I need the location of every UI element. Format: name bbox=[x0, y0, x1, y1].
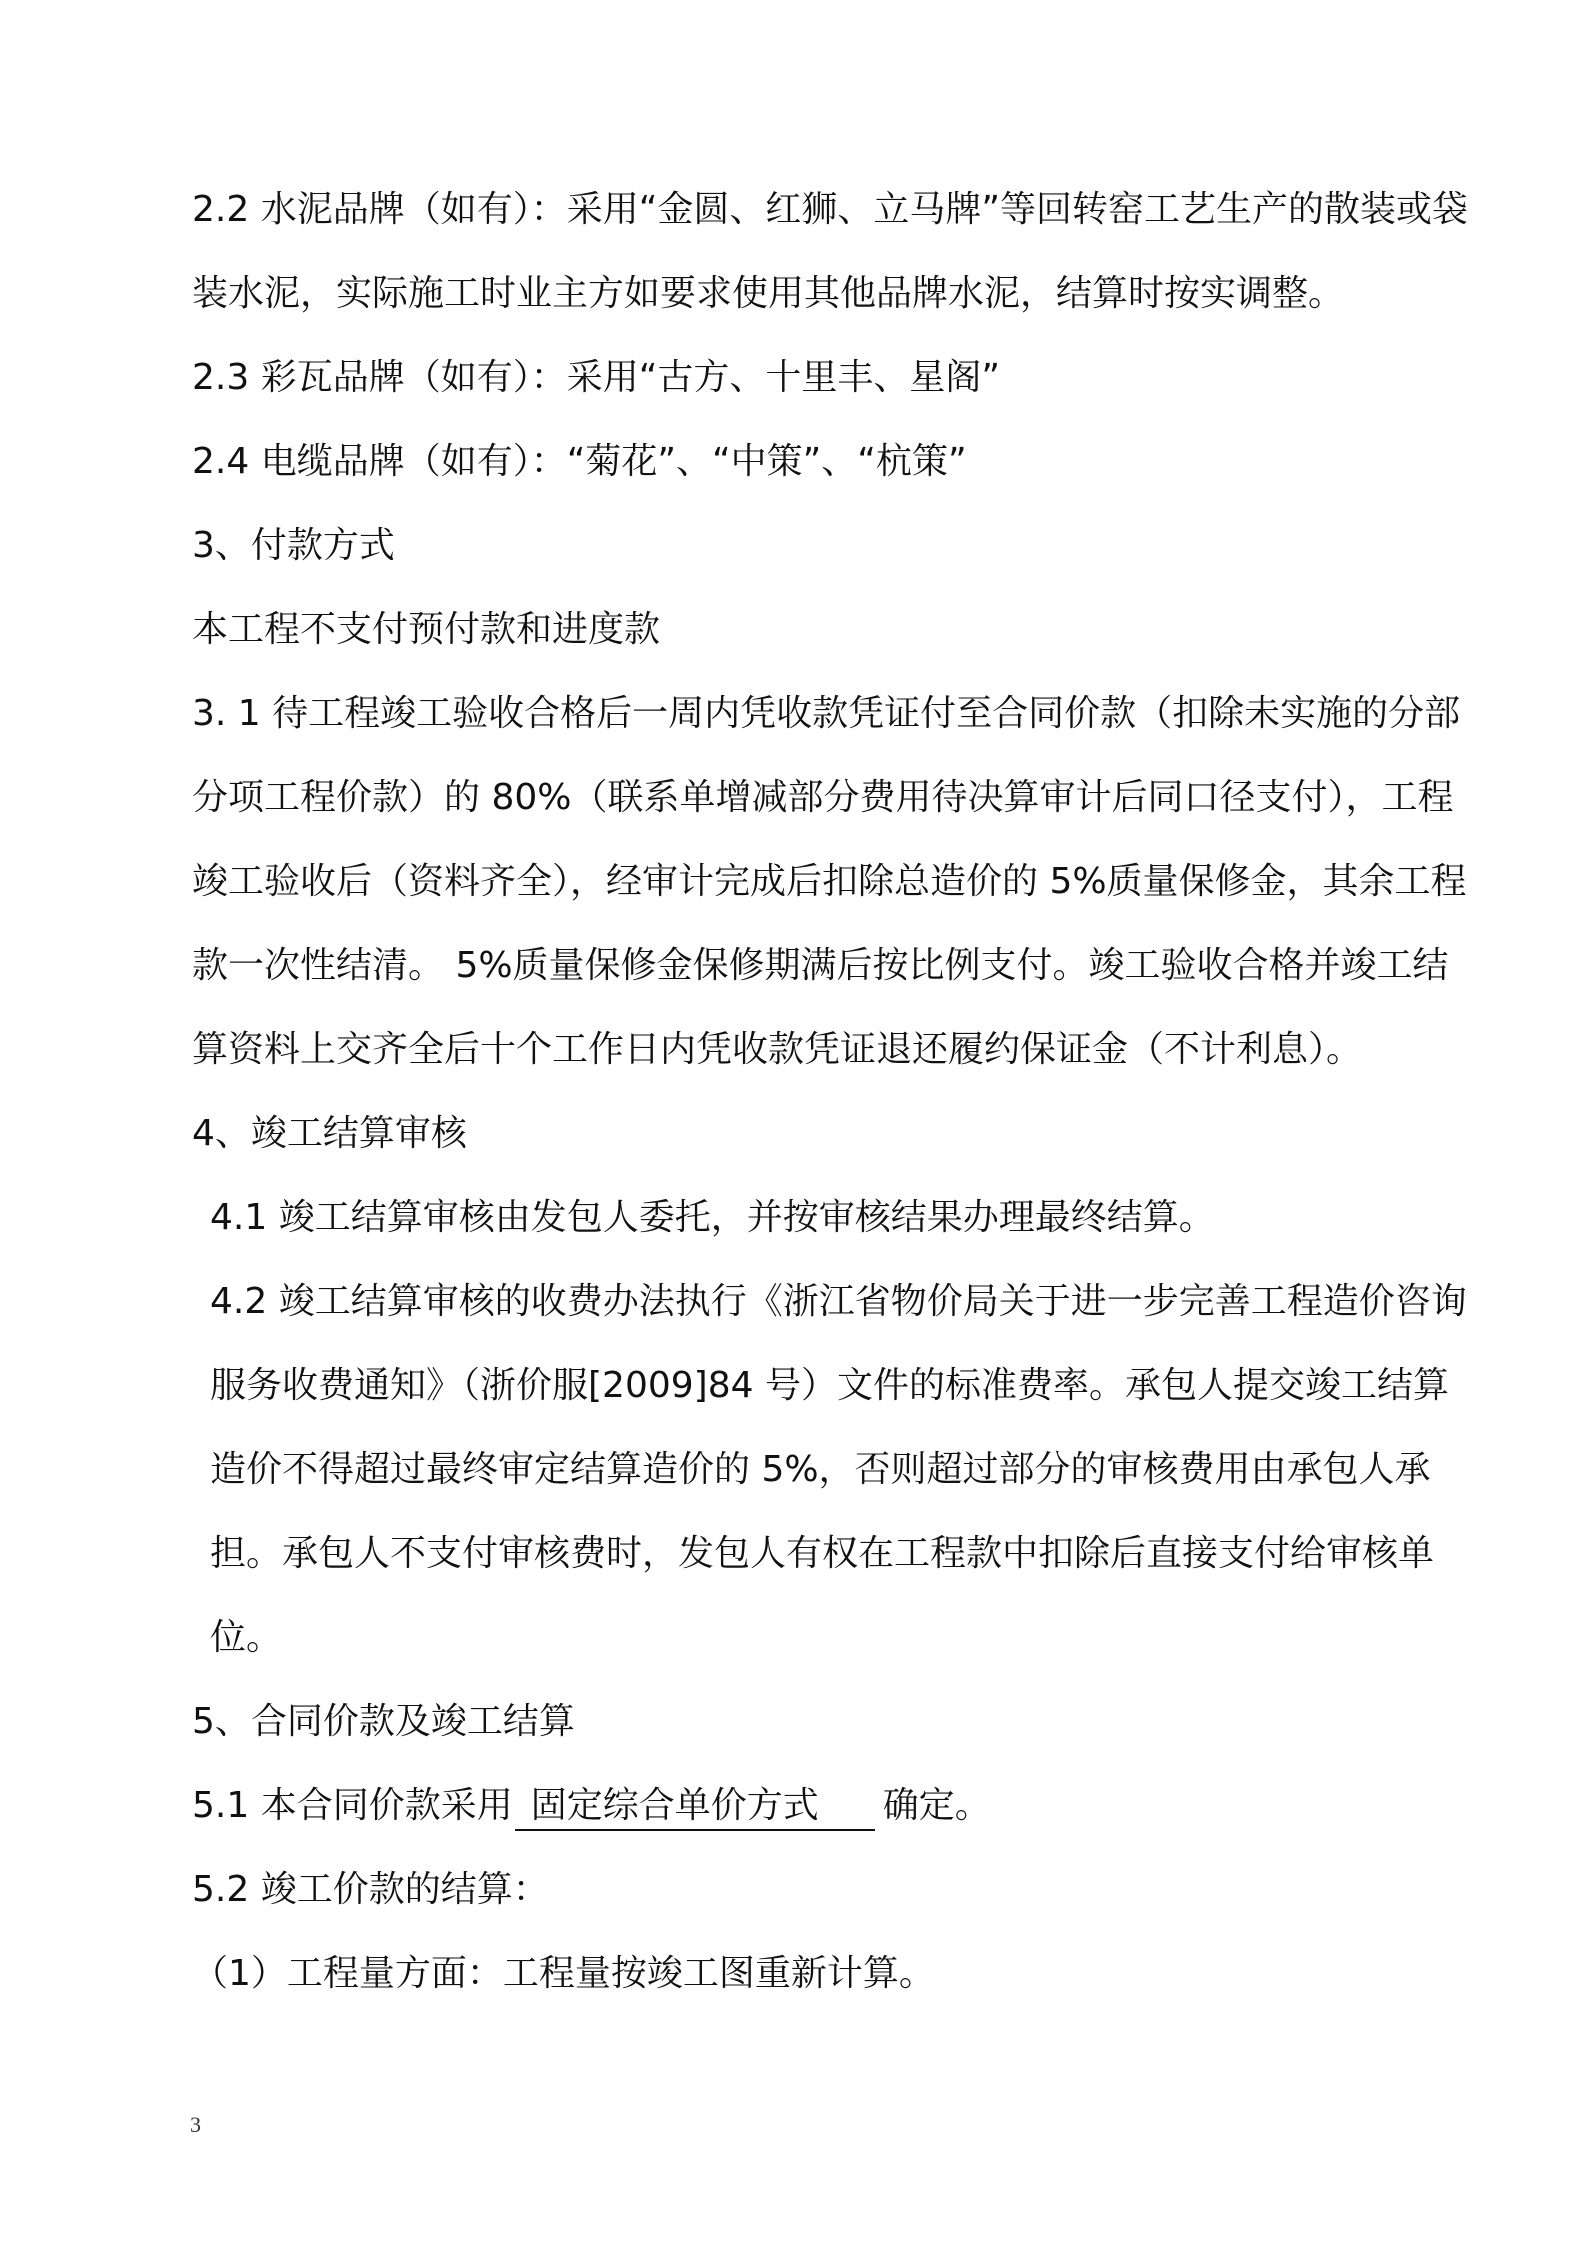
clause-5-1 bbox=[192, 1764, 1477, 1848]
clause-5-1-prefix: 5.1 本合同价款采用 bbox=[192, 1785, 513, 1826]
clause-4-1: 4.1 竣工结算审核由发包人委托，并按审核结果办理最终结算。 bbox=[210, 1197, 1215, 1238]
no-advance-payment-note: 本工程不支付预付款和进度款 bbox=[192, 609, 661, 650]
clause-5-2-item-1: （1）工程量方面：工程量按竣工图重新计算。 bbox=[192, 1953, 935, 1994]
page-number: 3 bbox=[190, 2112, 201, 2137]
document-body bbox=[192, 168, 1477, 2016]
clause-5-1-filled-blank: 固定综合单价方式 bbox=[515, 1783, 875, 1831]
clause-3-1: 3. 1 待工程竣工验收合格后一周内凭收款凭证付至合同价款（扣除未实施的分部分项工程价款）的 80%（联系单增减部分费用待决算审计后同口径支付），工程竣工验收后（资料齐全），经审计完成后扣除总造价的 5%质量保修金，其余工程款一次性结清。 5%质量保修金保修期满后按比例支付。竣工验收合格并竣工结算资料上交齐全后十个工作日内凭收款凭证退还履约保证金（不计利息）。 bbox=[192, 693, 1467, 1070]
clause-5-1-suffix: 确定。 bbox=[882, 1785, 991, 1826]
section-5-heading: 5、合同价款及竣工结算 bbox=[192, 1701, 575, 1742]
clause-4-2: 4.2 竣工结算审核的收费办法执行《浙江省物价局关于进一步完善工程造价咨询服务收费通知》（浙价服[2009]84 号）文件的标准费率。承包人提交竣工结算造价不得超过最终审定结算造价的 5%，否则超过部分的审核费用由承包人承担。承包人不支付审核费时，发包人有权在工程款中扣除后直接支付给审核单位。 bbox=[210, 1281, 1467, 1658]
clause-2-2: 2.2 水泥品牌（如有）：采用“金圆、红狮、立马牌”等回转窑工艺生产的散装或袋装水泥，实际施工时业主方如要求使用其他品牌水泥，结算时按实调整。 bbox=[192, 189, 1468, 314]
section-3-heading: 3、付款方式 bbox=[192, 525, 395, 566]
clause-2-3: 2.3 彩瓦品牌（如有）：采用“古方、十里丰、星阁” bbox=[192, 357, 1000, 398]
section-4-heading: 4、竣工结算审核 bbox=[192, 1113, 467, 1154]
clause-2-4: 2.4 电缆品牌（如有）：“菊花”、“中策”、“杭策” bbox=[192, 441, 967, 482]
clause-5-2: 5.2 竣工价款的结算： bbox=[192, 1869, 549, 1910]
